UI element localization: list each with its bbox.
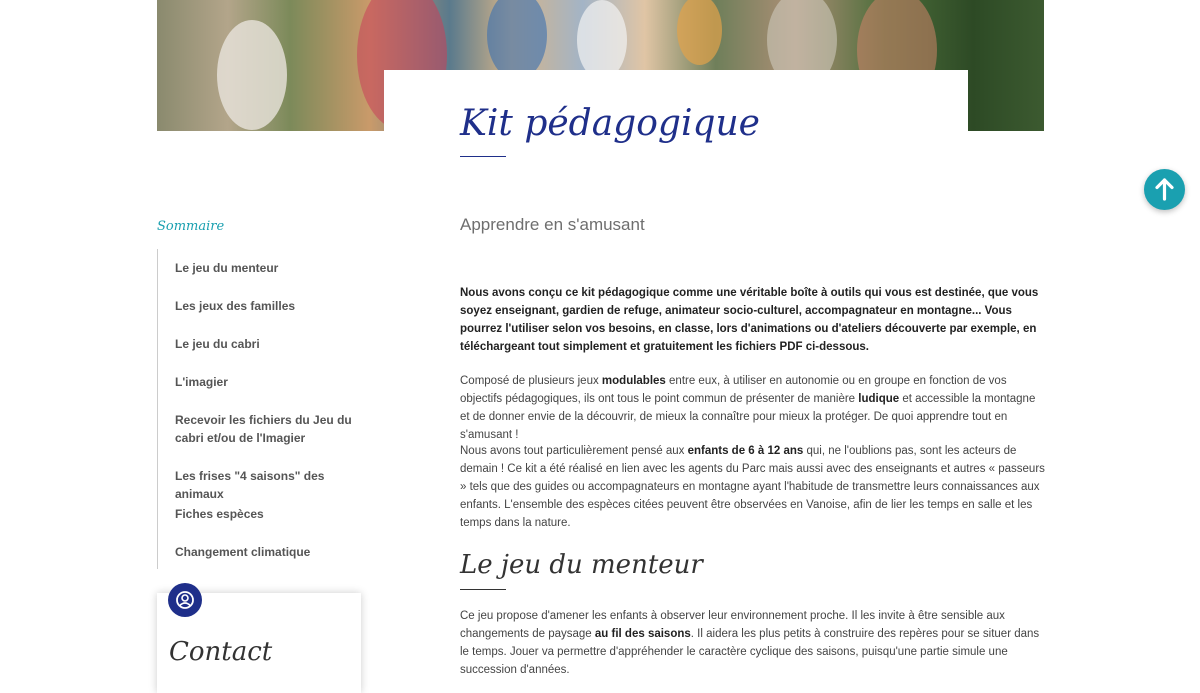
text-segment: entre eux, à utiliser en autonomie ou en groupe en fonction de vos objectifs pédagogiques, ils ont tous le point commun de présenter de manière xyxy=(460,375,1007,405)
toc-item-jeu-cabri[interactable]: Le jeu du cabri xyxy=(175,337,260,351)
scroll-top-button[interactable] xyxy=(1144,169,1185,210)
toc-item-frises[interactable]: Les frises "4 saisons" des animaux xyxy=(175,469,325,501)
emphasis-text: modulables xyxy=(601,375,666,387)
contact-badge xyxy=(168,583,202,617)
sommaire-title: Sommaire xyxy=(157,219,225,234)
text-segment: . Il aidera les plus petits à construire des repères pour se situer dans le temps. Jouer va permettre d'appréhender le caractère cyclique des saisons, puisqu'une partie simule une succession d'années. xyxy=(460,628,1040,676)
toc-item-jeu-menteur[interactable]: Le jeu du menteur xyxy=(175,261,279,275)
section-underline xyxy=(460,589,506,590)
arrow-up-icon xyxy=(1144,169,1185,210)
toc-item-imagier[interactable]: L'imagier xyxy=(175,375,228,389)
toc-item-fiches-especes[interactable]: Fiches espèces xyxy=(175,507,264,521)
text-segment: et accessible la montagne et de donner envie de la découvrir, de mieux la connaître pour mieux la protéger. De quoi apprendre tout en s'amusant ! xyxy=(460,393,1036,441)
intro-paragraph-2 xyxy=(460,442,1045,532)
toc-item-jeux-familles[interactable]: Les jeux des familles xyxy=(175,299,296,313)
section-title-jeu-menteur: Le jeu du menteur xyxy=(460,550,703,580)
intro-paragraph-1 xyxy=(460,372,1045,444)
text-segment: Ce jeu propose d'amener les enfants à observer leur environnement proche. Il les invite à être sensible aux changements de paysage xyxy=(460,610,1005,640)
page-subtitle: Apprendre en s'amusant xyxy=(460,215,645,234)
title-underline xyxy=(460,156,506,157)
page-title: Kit pédagogique xyxy=(460,103,760,144)
text-segment: Nous avons tout particulièrement pensé aux xyxy=(460,445,688,457)
text-segment: Composé de plusieurs jeux xyxy=(460,375,602,387)
user-circle-icon xyxy=(168,583,202,617)
jeu-menteur-paragraph xyxy=(460,607,1045,679)
toc-item-recevoir-fichiers[interactable]: Recevoir les fichiers du Jeu du cabri et/ou de l'Imagier xyxy=(175,413,352,445)
toc-item-changement-climatique[interactable]: Changement climatique xyxy=(175,545,311,559)
sommaire-nav xyxy=(157,249,378,569)
emphasis-text: au fil des saisons xyxy=(594,628,691,640)
emphasis-text: ludique xyxy=(858,393,900,405)
emphasis-text: enfants de 6 à 12 ans xyxy=(687,445,804,457)
contact-title: Contact xyxy=(169,637,273,667)
intro-lead: Nous avons conçu ce kit pédagogique comme une véritable boîte à outils qui vous est destinée, que vous soyez enseignant, gardien de refuge, animateur socio-culturel, accompagnateur en montagne... Vous pourrez l'utiliser selon vos besoins, en classe, lors d'animations ou d'ateliers découverte par exemple, en téléchargeant tout simplement et gratuitement les fichiers PDF ci-dessous. xyxy=(460,287,1039,353)
text-segment: qui, ne l'oublions pas, sont les acteurs de demain ! Ce kit a été réalisé en lien avec les agents du Parc mais aussi avec des enseignants et autres « passeurs » tels que des guides ou accompagnateurs en montagne ayant l'habitude de transmettre leurs connaissances aux enfants. L'ensemble des espèces citées peuvent être observées en Vanoise, afin de lier les temps en salle et les temps dans la nature. xyxy=(460,445,1045,529)
